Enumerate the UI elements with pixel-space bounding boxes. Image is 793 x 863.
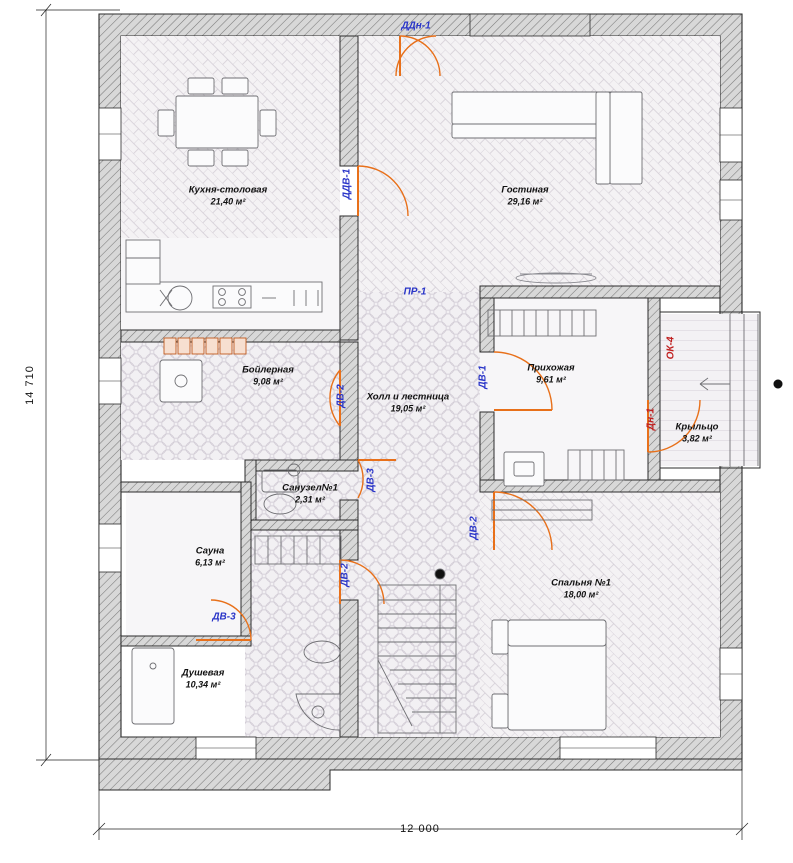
room-area: 3,82 м² [682,433,712,444]
door-tag: ДВ-2 [339,563,351,587]
door-tag: ДВ-1 [477,365,489,389]
room-name: Сауна [195,545,225,557]
dimension-width: 12 000 [400,823,440,835]
room-area: 2,31 м² [295,494,325,505]
door-tag: Дн-1 [645,407,657,431]
opening-tag: ПР-1 [403,286,427,298]
room-area: 9,08 м² [253,376,283,387]
door-tag: ДВ-3 [365,468,377,492]
room-name: Холл и лестница [366,391,450,403]
room-name: Прихожая [527,362,575,374]
room-area: 6,13 м² [195,557,225,568]
door-tag: ДВ-2 [468,516,480,540]
room-area: 18,00 м² [563,589,599,600]
room-area: 21,40 м² [210,196,246,207]
room-name: Крыльцо [675,421,719,433]
room-name: Санузел№1 [282,482,338,494]
door-tag: ДДн-1 [401,20,431,32]
door-tag: ДВ-3 [212,611,236,623]
room-name: Бойлерная [242,364,294,376]
door-tag: ДДВ-1 [341,168,353,200]
window-tag: ОК-4 [665,336,677,360]
dimension-height: 14 710 [24,365,36,405]
room-area: 10,34 м² [185,679,221,690]
room-area: 29,16 м² [507,196,543,207]
room-area: 9,61 м² [536,374,566,385]
room-name: Гостиная [501,184,549,196]
room-name: Спальня №1 [551,577,611,589]
room-name: Кухня-столовая [188,184,268,196]
door-tag: ДВ-2 [335,384,347,408]
room-area: 19,05 м² [390,403,426,414]
room-name: Душевая [181,667,225,679]
